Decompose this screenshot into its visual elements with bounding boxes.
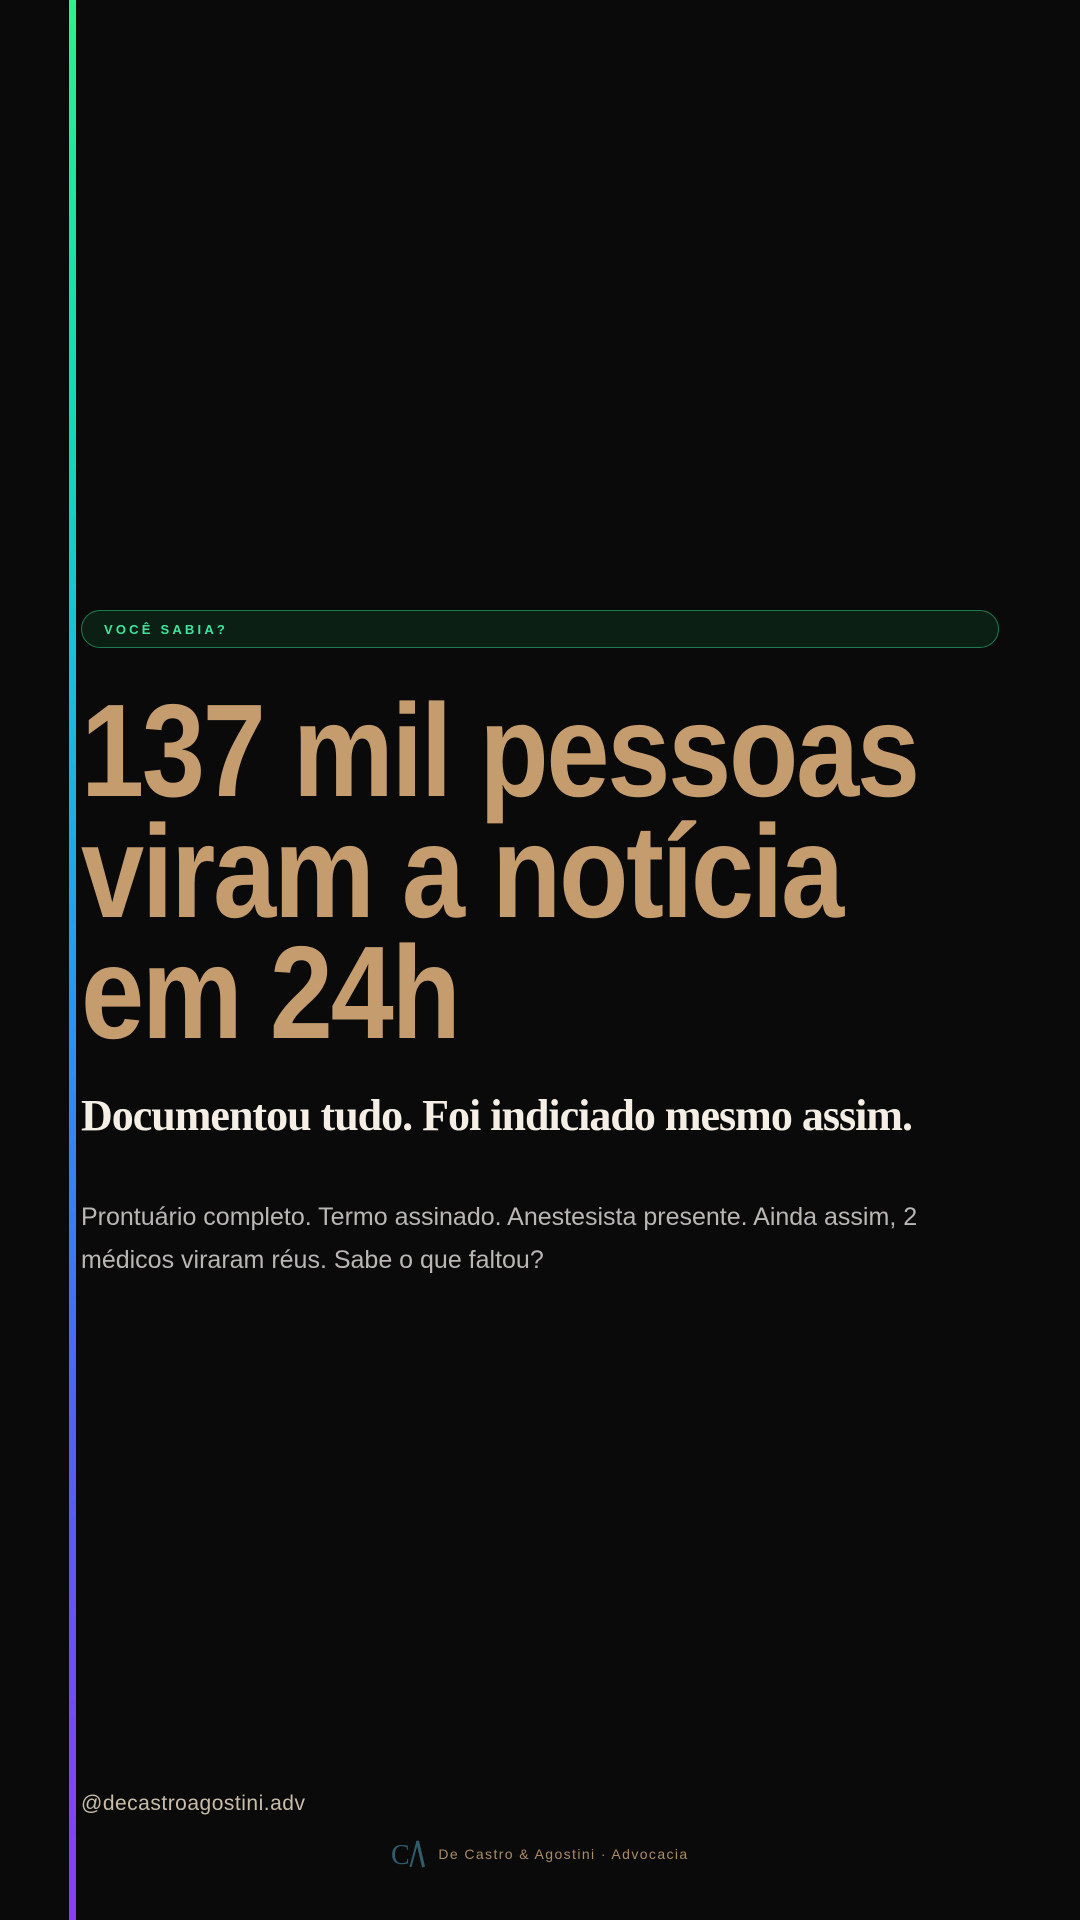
gradient-accent-bar — [69, 0, 76, 1920]
headline-line-1: 137 mil pessoas — [81, 677, 918, 824]
headline-line-2: viram a notícia — [81, 798, 842, 945]
topic-badge-label: VOCÊ SABIA? — [104, 621, 229, 637]
headline — [81, 677, 918, 1066]
body-copy-line-2: médicos viraram réus. Sabe o que faltou? — [81, 1246, 544, 1274]
svg-text:C: C — [391, 1840, 411, 1869]
headline-line-3: em 24h — [81, 919, 459, 1066]
brand-name: De Castro & Agostini · Advocacia — [438, 1846, 689, 1862]
ca-monogram-logo — [391, 1839, 425, 1869]
brand-footer — [0, 1838, 1080, 1870]
body-copy — [81, 1196, 1021, 1282]
body-copy-line-1: Prontuário completo. Termo assinado. Anestesista presente. Ainda assim, 2 — [81, 1203, 918, 1231]
subheadline: Documentou tudo. Foi indiciado mesmo assim. — [81, 1091, 912, 1140]
social-handle: @decastroagostini.adv — [81, 1792, 306, 1815]
topic-badge — [81, 610, 999, 648]
